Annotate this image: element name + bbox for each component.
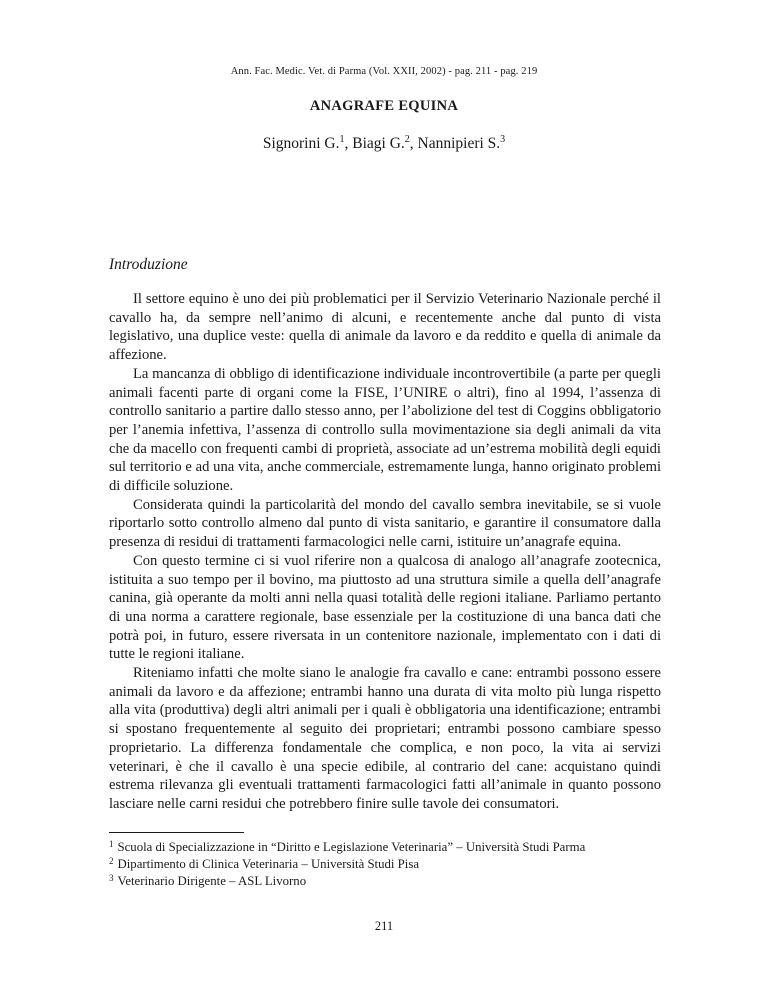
paragraph: La mancanza di obbligo di identificazione individuale incontrovertibile (a parte per quegli animali facenti parte di organi come la FISE, l’UNIRE o altri), fino al 1994, l’assenza di controllo sanitario a partire dallo stesso anno, per l’abolizione del test di Coggins obbligatorio per l’anemia infettiva, l’assenza di controllo sulla movimentazione sia degli animali da vita che da macello con frequenti cambi di proprietà, associate ad un’estrema mobilità degli equidi sul territorio e ad una vita, anche commerciale, estremamente lunga, hanno originato problemi di difficile soluzione. [109, 365, 661, 495]
footnote-mark: 1 [109, 839, 114, 849]
footnote-text: Scuola di Specializzazione in “Diritto e Legislazione Veterinaria” – Università Studi Parma [117, 840, 586, 854]
author-list [0, 135, 768, 153]
footnote-divider [109, 832, 244, 833]
author-separator: , [409, 135, 418, 152]
paragraph: Con questo termine ci si vuol riferire non a qualcosa di analogo all’anagrafe zootecnica, istituita a suo tempo per il bovino, ma piuttosto ad una struttura simile a quella dell’anagrafe canina, già operante da molti anni nella quasi totalità delle regioni italiane. Parliamo pertanto di una norma a carattere regionale, base essenziale per la costituzione di una banca dati che potrà poi, in futuro, essere riversata in un contenitore nazionale, implementato con i dati di tutte le regioni italiane. [109, 552, 661, 663]
paragraph: Considerata quindi la particolarità del mondo del cavallo sembra inevitabile, se si vuole riportarlo sotto controllo almeno dal punto di vista sanitario, e garantire il consumatore dalla presenza di residui di trattamenti farmacologici nelle carni, istituire un’anagrafe equina. [109, 496, 661, 551]
footnote [109, 873, 669, 890]
author-name: Biagi G. [352, 135, 405, 152]
paragraph: Il settore equino è uno dei più problematici per il Servizio Veterinario Nazionale perché il cavallo ha, da sempre nell’animo di alcuni, e recentemente anche dal punto di vista legislativo, una duplice veste: quella di animale da lavoro e da reddito e quella di animale da affezione. [109, 291, 661, 364]
footnote [109, 856, 669, 873]
page-number: 211 [374, 919, 394, 933]
body-text [109, 290, 661, 814]
author-affiliation-mark: 1 [339, 134, 345, 145]
section-heading: Introduzione [109, 256, 188, 273]
author-name: Signorini G. [262, 135, 340, 152]
running-header: Ann. Fac. Medic. Vet. di Parma (Vol. XXII, 2002) - pag. 211 - pag. 219 [230, 66, 538, 77]
author-separator: , [344, 135, 353, 152]
footnote-mark: 3 [109, 873, 114, 883]
author-name: Nannipieri S. [417, 135, 501, 152]
paper-title: ANAGRAFE EQUINA [309, 98, 459, 114]
footnote-mark: 2 [109, 856, 114, 866]
footnote [109, 839, 669, 856]
author-affiliation-mark: 3 [500, 134, 506, 145]
footnote-text: Veterinario Dirigente – ASL Livorno [117, 874, 307, 888]
footnote-text: Dipartimento di Clinica Veterinaria – Università Studi Pisa [117, 857, 420, 871]
author-affiliation-mark: 2 [404, 134, 410, 145]
paragraph: Riteniamo infatti che molte siano le analogie fra cavallo e cane: entrambi possono essere animali da lavoro e da affezione; entrambi hanno una durata di vita molto più lunga rispetto alla vita (produttiva) degli altri animali per i quali è obbligatoria una identificazione; entrambi si spostano frequentemente al seguito dei proprietari; entrambi possono cambiare spesso proprietario. La differenza fondamentale che complica, e non poco, la vita ai servizi veterinari, è che il cavallo è una specie edibile, al contrario del cane: acquistano quindi estrema rilevanza gli eventuali trattamenti farmacologici fatti all’animale in quanto possono lasciare nelle carni residui che potrebbero finire sulle tavole dei consumatori. [109, 665, 661, 812]
footnotes [109, 839, 669, 890]
